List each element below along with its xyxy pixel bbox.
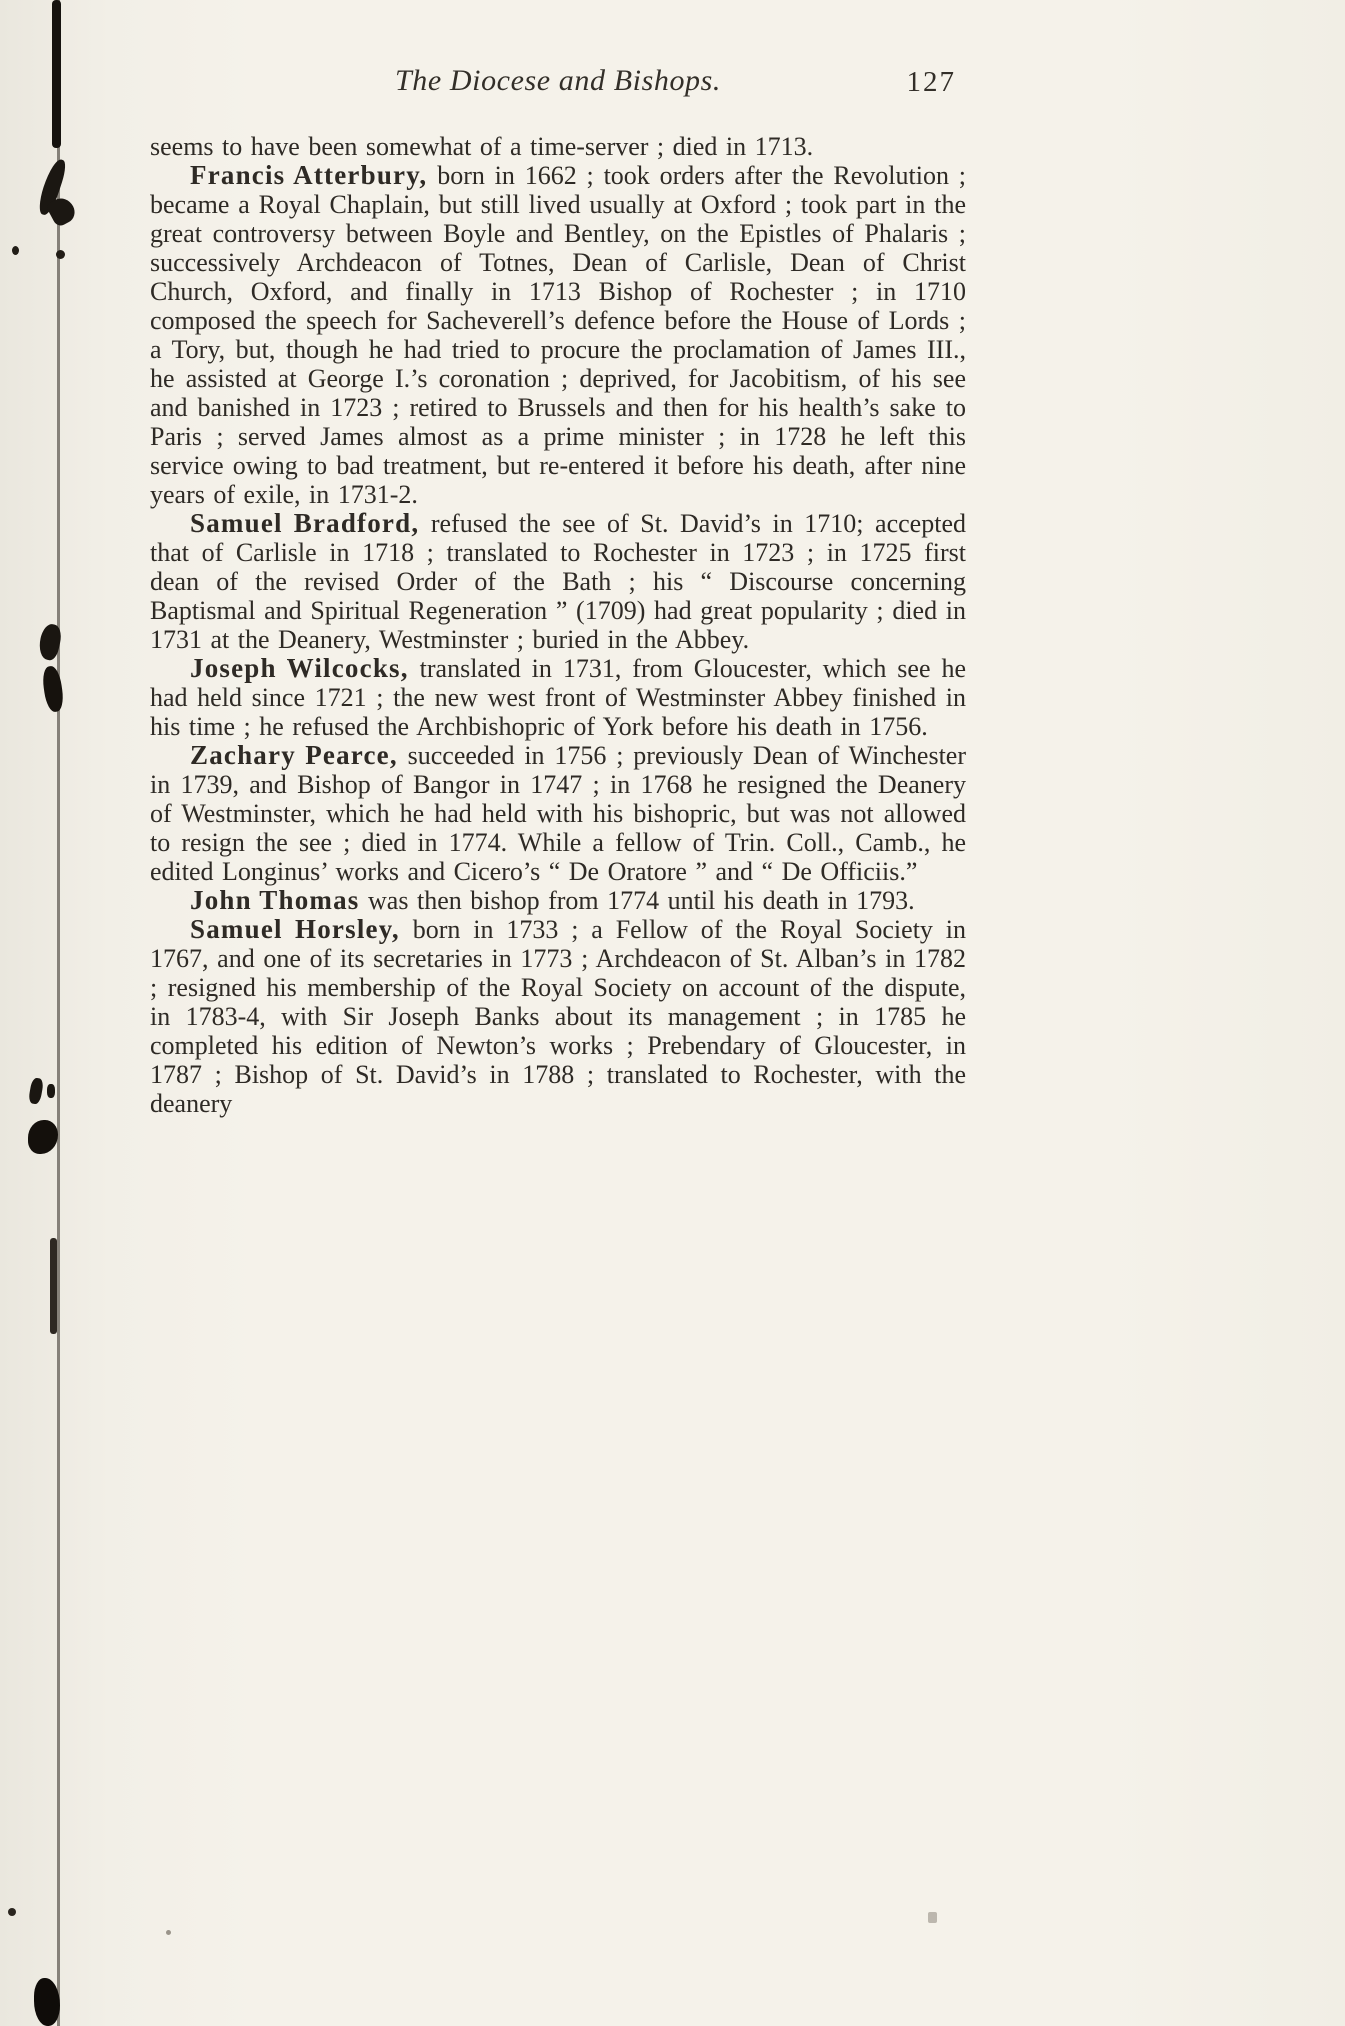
paragraph-text: seems to have been somewhat of a time-server ; died in 1713. (150, 132, 814, 161)
paragraph-lead: Zachary Pearce, (190, 740, 398, 770)
binding-line-segment (52, 0, 61, 148)
paragraph-samuel-horsley (150, 915, 966, 1118)
paragraph-text: translated in 1731, from Gloucester, which see he had held since 1721 ; the new west front of Westminster Abbey finished in his time ; he refused the Archbishopric of York before his death in 1756. (150, 654, 966, 741)
paragraph-john-thomas (150, 886, 966, 915)
paragraph-text: succeeded in 1756 ; previously Dean of Winchester in 1739, and Bishop of Bangor in 1747 ; in 1768 he resigned the Deanery of Westminster, which he had held with his bishopric, but was not allowed to resign the see ; died in 1774. While a fellow of Trin. Coll., Camb., he edited Longinus’ works and Cicero’s “ De Oratore ” and “ De Officiis.” (150, 741, 967, 886)
running-title: The Diocese and Bishops. (394, 64, 722, 97)
ink-mark (166, 1930, 171, 1935)
binding-line-segment (50, 1238, 57, 1334)
paragraph-text: born in 1662 ; took orders after the Revolution ; became a Royal Chaplain, but still lived usually at Oxford ; took part in the great controversy between Boyle and Bentley, on the Epistles of Phalaris ; successively Archdeacon of Totnes, Dean of Carlisle, Dean of Christ Church, Oxford, and finally in 1713 Bishop of Rochester ; in 1710 composed the speech for Sacheverell’s defence before the House of Lords ; a Tory, but, though he had tried to procure the proclamation of James III., he assisted at George I.’s coronation ; deprived, for Jacobitism, of his see and banished in 1723 ; retired to Brussels and then for his health’s sake to Paris ; served James almost as a prime minister ; in 1728 he left this service owing to bad treatment, but re-entered it before his death, after nine years of exile, in 1731-2. (150, 161, 966, 509)
paragraph-text: refused the see of St. David’s in 1710; accepted that of Carlisle in 1718 ; translated to Rochester in 1723 ; in 1725 first dean of the revised Order of the Bath ; his “ Discourse concerning Baptismal and Spiritual Regeneration ” (1709) had great popularity ; died in 1731 at the Deanery, Westminster ; buried in the Abbey. (150, 509, 966, 654)
paragraph-timeserver-continuation (150, 132, 966, 161)
text-column (150, 64, 966, 1118)
ink-mark (928, 1912, 937, 1923)
ink-mark (28, 1120, 58, 1154)
ink-mark (28, 1077, 44, 1105)
paragraph-lead: Samuel Bradford, (190, 508, 420, 538)
page-header (150, 64, 966, 108)
ink-mark (41, 665, 65, 713)
page-number: 127 (906, 66, 956, 98)
ink-mark (56, 250, 65, 259)
binding-line-segment (57, 0, 60, 2026)
paragraph-lead: Francis Atterbury, (190, 160, 428, 190)
paragraph-lead: John Thomas (190, 885, 360, 915)
paragraph-francis-atterbury (150, 161, 966, 509)
paragraph-text: was then bishop from 1774 until his death in 1793. (359, 886, 915, 915)
paragraph-samuel-bradford (150, 509, 966, 654)
ink-mark (12, 246, 19, 255)
paragraph-zachary-pearce (150, 741, 966, 886)
paragraph-lead: Joseph Wilcocks, (190, 653, 409, 683)
paragraph-lead: Samuel Horsley, (190, 914, 400, 944)
paragraph-text: born in 1733 ; a Fellow of the Royal Society in 1767, and one of its secretaries in 1773 ; Archdeacon of St. Alban’s in 1782 ; resigned his membership of the Royal Society on account of the dispute, in 1783-4, with Sir Joseph Banks about its management ; in 1785 he completed his edition of Newton’s works ; Prebendary of Gloucester, in 1787 ; Bishop of St. David’s in 1788 ; translated to Rochester, with the deanery (150, 915, 967, 1118)
ink-mark (8, 1908, 16, 1916)
ink-mark (47, 1084, 55, 1098)
paragraph-joseph-wilcocks (150, 654, 966, 741)
